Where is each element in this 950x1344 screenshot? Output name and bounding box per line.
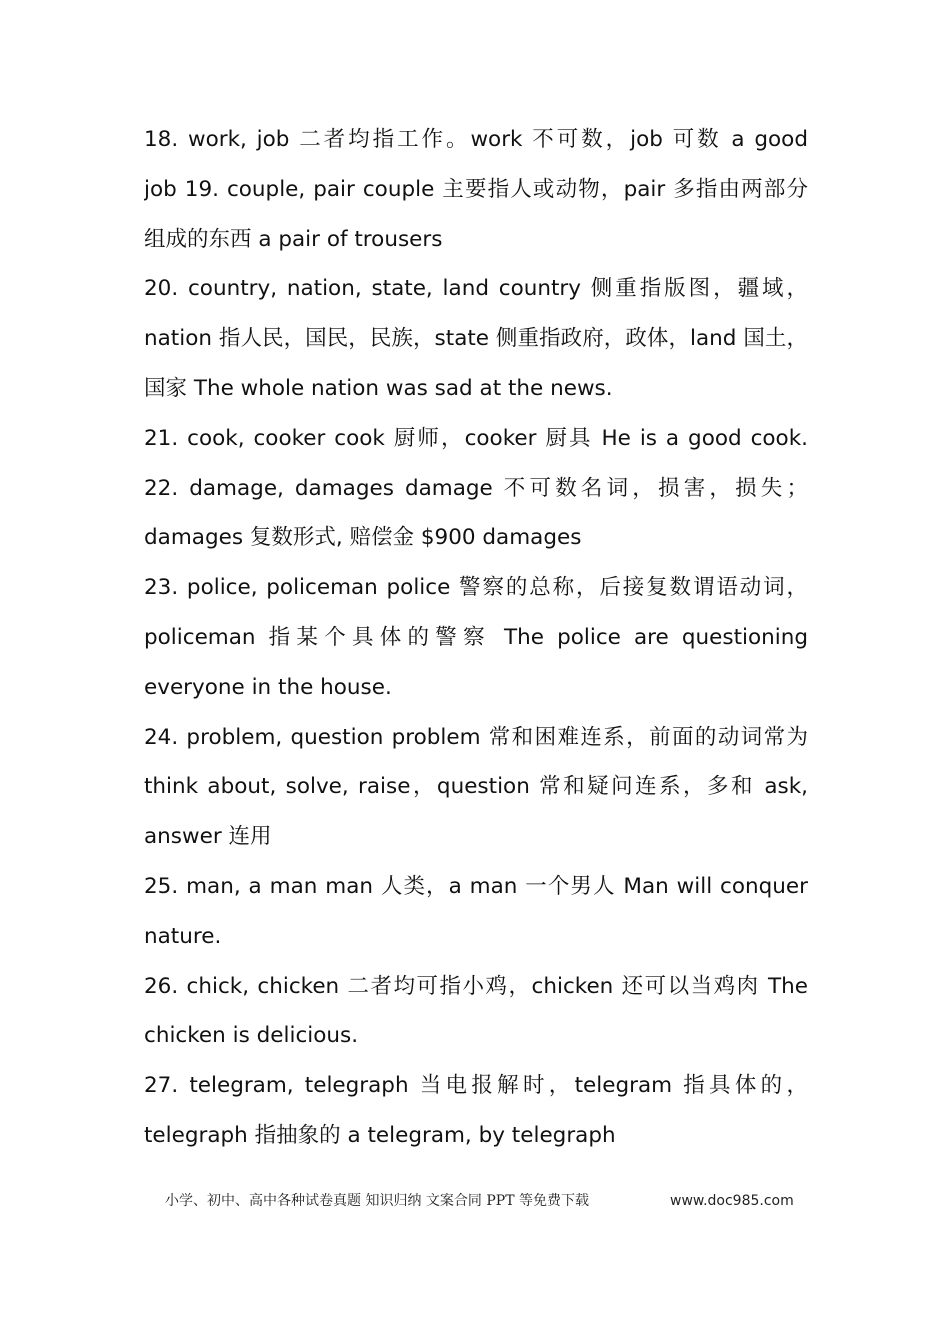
document-body xyxy=(144,115,808,1161)
text-line: 24. problem, question problem 常和困难连系，前面的动词常为 xyxy=(144,724,808,750)
text-line: nation 指人民，国民，民族，state 侧重指政府，政体，land 国土， xyxy=(144,326,808,352)
footer-site-link[interactable]: www.doc985.com xyxy=(670,1193,794,1209)
text-line: policeman 指某个具体的警察 The police are questioning xyxy=(144,624,808,650)
text-line: 23. police, policeman police 警察的总称，后接复数谓语动词， xyxy=(144,575,808,601)
text-line: everyone in the house. xyxy=(144,674,392,700)
text-line: 26. chick, chicken 二者均可指小鸡，chicken 还可以当鸡肉 The xyxy=(144,973,808,999)
text-line: 22. damage, damages damage 不可数名词，损害，损失； xyxy=(144,475,808,501)
text-line: answer 连用 xyxy=(144,824,272,850)
text-line: 25. man, a man man 人类，a man 一个男人 Man will conquer xyxy=(144,873,808,899)
text-line: 18. work, job 二者均指工作。work 不可数，job 可数 a good xyxy=(144,127,808,152)
text-line: 国家 The whole nation was sad at the news. xyxy=(144,375,613,401)
text-line: job 19. couple, pair couple 主要指人或动物，pair 多指由两部分 xyxy=(144,176,808,202)
text-line: telegraph 指抽象的 a telegram, by telegraph xyxy=(144,1122,616,1148)
text-line: chicken is delicious. xyxy=(144,1023,359,1049)
footer-note: 小学、初中、高中各种试卷真题 知识归纳 文案合同 PPT 等免费下载 xyxy=(165,1193,589,1209)
text-line: nature. xyxy=(144,923,222,949)
text-line: 21. cook, cooker cook 厨师，cooker 厨具 He is a good cook. xyxy=(144,425,808,451)
page-footer xyxy=(0,1190,950,1214)
text-line: 20. country, nation, state, land country 侧重指版图，疆域， xyxy=(144,276,808,302)
text-line: 组成的东西 a pair of trousers xyxy=(144,226,443,252)
text-line: think about, solve, raise，question 常和疑问连系，多和 ask, xyxy=(144,774,808,800)
text-line: damages 复数形式, 赔偿金 $900 damages xyxy=(144,525,582,551)
text-line: 27. telegram, telegraph 当电报解时，telegram 指具体的， xyxy=(144,1073,808,1099)
